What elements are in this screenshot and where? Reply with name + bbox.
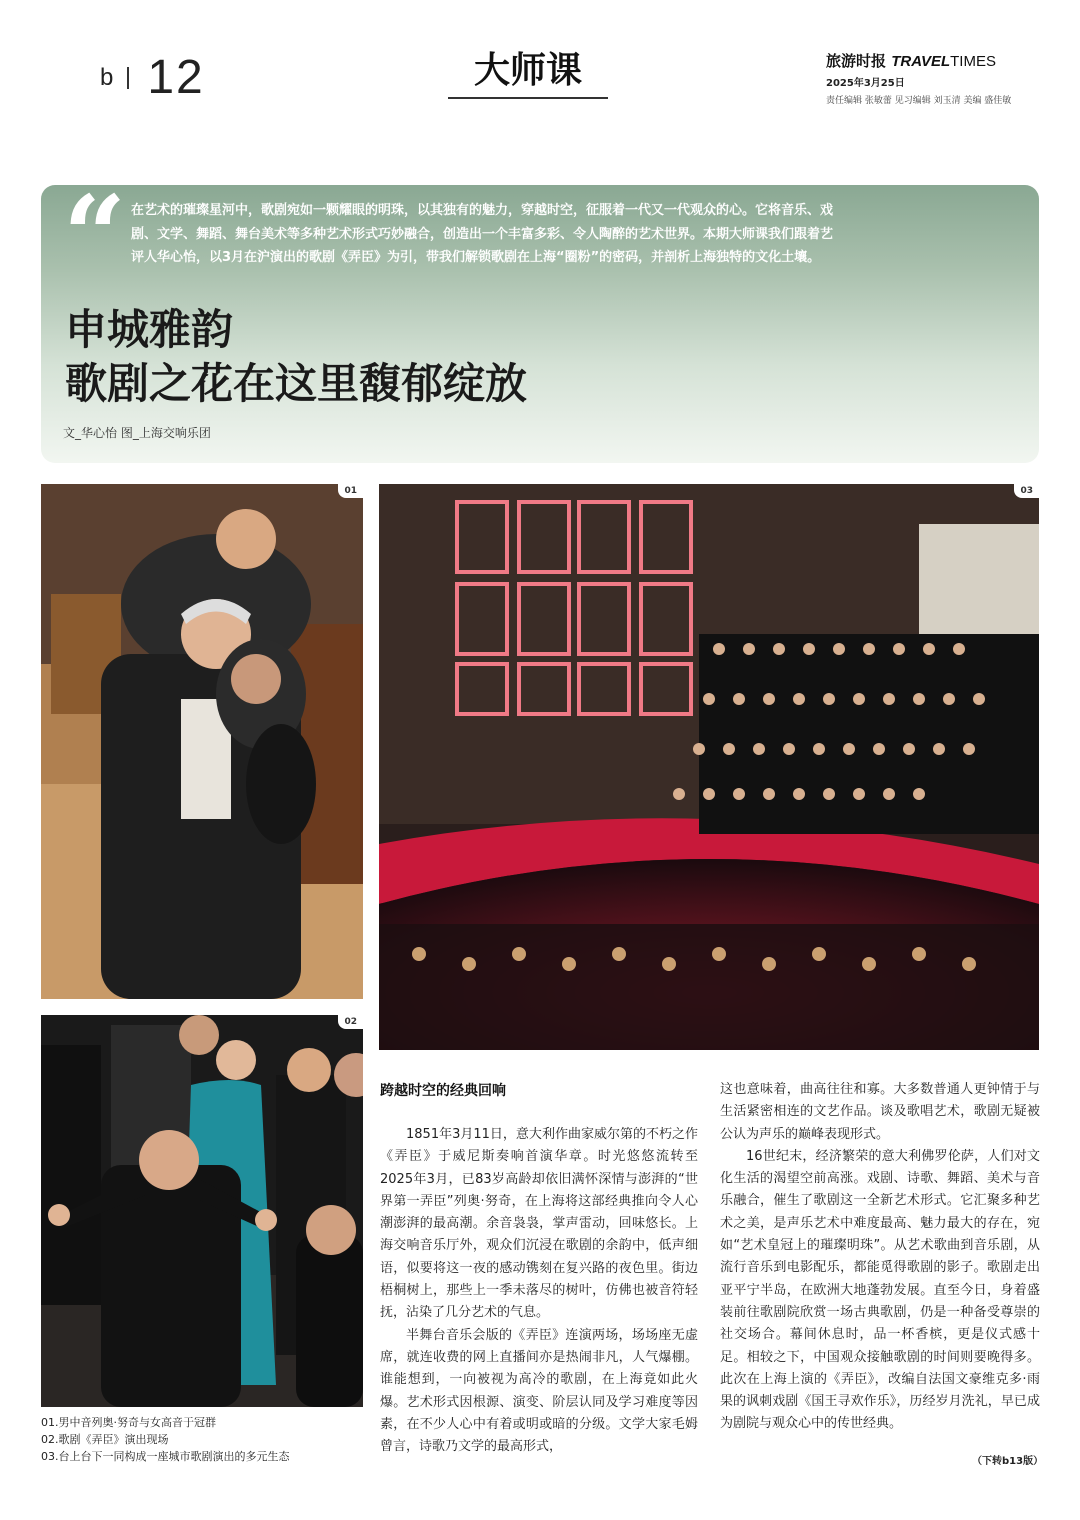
quote-mark: “ (63, 171, 127, 300)
folio-divider (127, 67, 129, 89)
brand-en-bold: TRAVEL (891, 53, 951, 70)
photo-03-image (379, 484, 1039, 1050)
column-title-underline (448, 97, 608, 99)
section-letter: b (100, 63, 114, 91)
lead-intro: 在艺术的璀璨星河中，歌剧宛如一颗耀眼的明珠，以其独有的魅力，穿越时空，征服着一代又一代观众的心。它将音乐、戏剧、文学、舞蹈、舞台美术等多种艺术形式巧妙融合，创造出一个丰富多彩、令人陶醉的艺术世界。本期大师课我们跟着艺评人华心怡，以3月在沪演出的歌剧《弄臣》为引，带我们解锁歌剧在上海“圈粉”的密码，并剖析上海独特的文化土壤。 (131, 203, 834, 265)
column-title: 大师课 (473, 49, 582, 91)
headline-line-2: 歌剧之花在这里馥郁绽放 (65, 359, 528, 408)
photo-02-image (41, 1015, 363, 1407)
photo-02 (41, 1015, 363, 1407)
continue-note: （下转b13版） (972, 1456, 1044, 1467)
caption-02: 02.歌剧《弄臣》演出现场 (41, 1433, 169, 1446)
brand-cn: 旅游时报 (826, 52, 887, 70)
photo-03 (379, 484, 1039, 1050)
byline: 文_华心怡 图_上海交响乐团 (63, 426, 211, 440)
lead-panel (41, 171, 1039, 463)
issue-date: 2025年3月25日 (826, 78, 905, 89)
photo-01-image (41, 484, 363, 999)
article-paragraph: 这也意味着，曲高往往和寡。大多数普通人更钟情于与生活紧密相连的文艺作品。谈及歌唱艺术，歌剧无疑被公认为声乐的巅峰表现形式。 (720, 1082, 1040, 1142)
photo-02-number: 02 (338, 1015, 363, 1029)
photo-01-number: 01 (338, 484, 363, 498)
article-paragraph: 1851年3月11日，意大利作曲家威尔第的不朽之作《弄臣》于威尼斯奏响首演华章。时光悠悠流转至2025年3月，已83岁高龄却依旧满怀深情与澎湃的“世界第一弄臣”列奥·努奇，在上海将这部经典推向令人心潮澎湃的最高潮。余音袅袅，掌声雷动，回味悠长。上海交响音乐厅外，观众们沉浸在歌剧的余韵中，低声细语，似要将这一夜的感动镌刻在复兴路的夜色里。街边梧桐树上，那些上一季未落尽的树叶，仿佛也被音符轻抚，沾染了几分艺术的气息。 (380, 1127, 698, 1321)
caption-03: 03.台上台下一同构成一座城市歌剧演出的多元生态 (41, 1450, 290, 1463)
headline-line-1: 申城雅韵 (65, 305, 234, 354)
brand-en-regular: TIMES (950, 53, 996, 70)
page-number: 12 (147, 51, 205, 104)
caption-01: 01.男中音列奥·努奇与女高音于冠群 (41, 1416, 216, 1429)
article-subhead: 跨越时空的经典回响 (380, 1083, 506, 1099)
editors-credit: 责任编辑 张敏蕾 见习编辑 刘玉清 美编 盛佳敏 (826, 96, 1012, 106)
brand-name (826, 50, 1046, 71)
headline (65, 303, 527, 411)
masthead (826, 50, 1046, 106)
article-column-1 (380, 1124, 698, 1458)
article-paragraph: 半舞台音乐会版的《弄臣》连演两场，场场座无虚席，就连收费的网上直播间亦是热闹非凡，人气爆棚。谁能想到，一向被视为高冷的歌剧，在上海竟如此火爆。艺术形式因根源、演变、阶层认同及学习难度等因素，在不少人心中有着或明或暗的分级。文学大家毛姆曾言，诗歌乃文学的最高形式， (380, 1327, 698, 1455)
article-column-2 (720, 1079, 1040, 1436)
page-folio (100, 50, 205, 105)
article-paragraph: 16世纪末，经济繁荣的意大利佛罗伦萨，人们对文化生活的渴望空前高涨。戏剧、诗歌、舞蹈、美术与音乐融合，催生了歌剧这一全新艺术形式。它汇聚多种艺术之美，是声乐艺术中难度最高、魅力最大的存在，宛如“艺术皇冠上的璀璨明珠”。从艺术歌曲到音乐剧，从流行音乐到电影配乐，都能觅得歌剧的影子。歌剧走出亚平宁半岛，在欧洲大地蓬勃发展。直至今日，身着盛装前往歌剧院欣赏一场古典歌剧，仍是一种备受尊崇的社交场合。幕间休息时，品一杯香槟，更是仪式感十足。相较之下，中国观众接触歌剧的时间则要晚得多。此次在上海上演的《弄臣》，改编自法国文豪维克多·雨果的讽刺戏剧《国王寻欢作乐》，历经岁月洗礼，早已成为剧院与观众心中的传世经典。 (720, 1148, 1040, 1432)
photo-03-number: 03 (1014, 484, 1039, 498)
photo-01 (41, 484, 363, 999)
photo-captions (41, 1414, 371, 1465)
